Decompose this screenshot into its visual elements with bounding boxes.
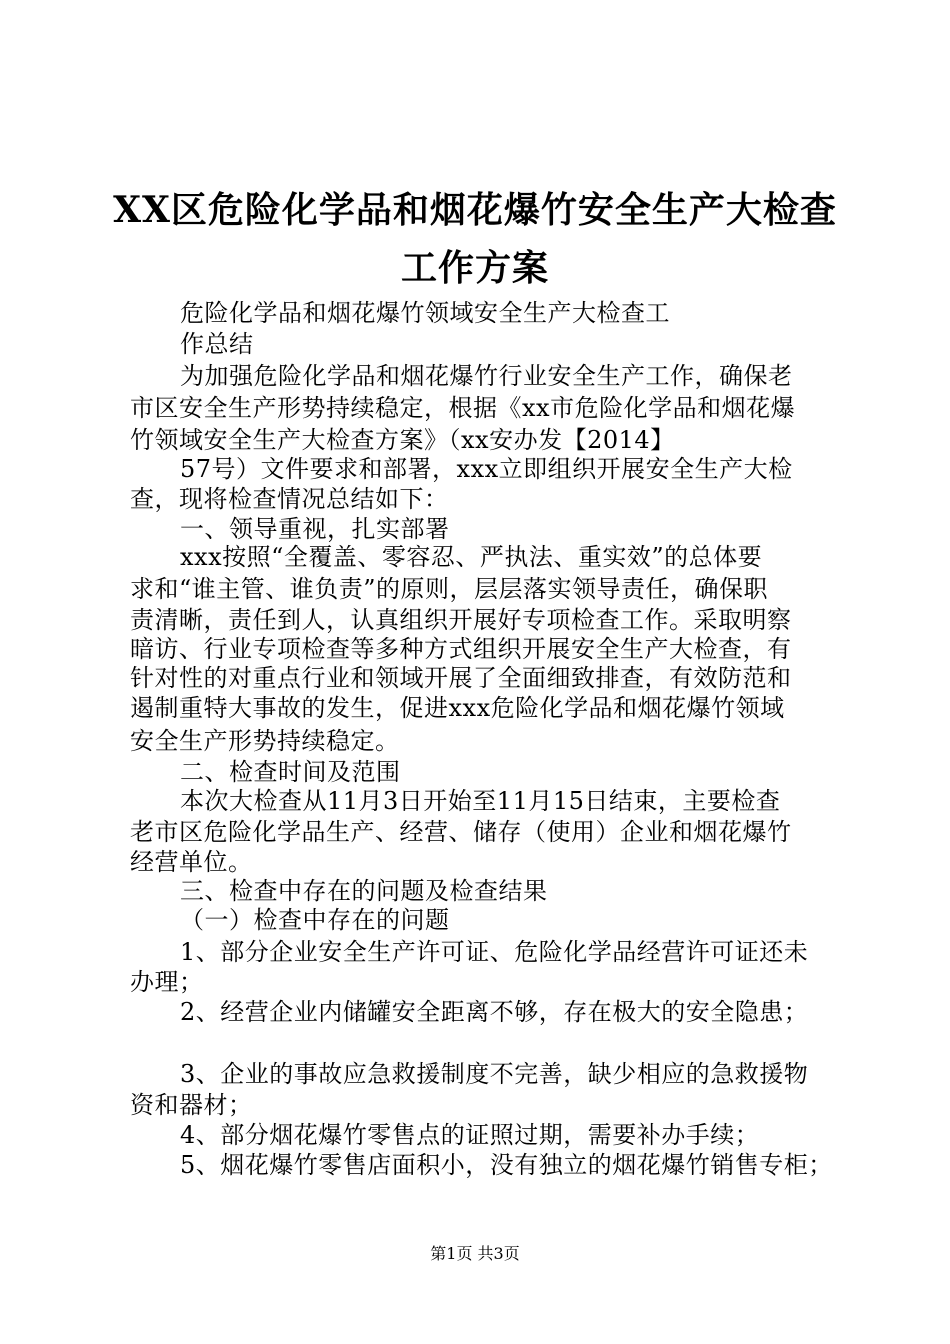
subsection-heading: （一）检查中存在的问题 <box>180 906 450 934</box>
list-item: 1、部分企业安全生产许可证、危险化学品经营许可证还未 <box>180 938 809 966</box>
body-line: 老市区危险化学品生产、经营、储存（使用）企业和烟花爆竹 <box>130 818 792 846</box>
body-line: 市区安全生产形势持续稳定，根据《xx市危险化学品和烟花爆 <box>130 394 796 422</box>
list-item: 5、烟花爆竹零售店面积小，没有独立的烟花爆竹销售专柜； <box>180 1151 833 1179</box>
page-footer: 第1页 共3页 <box>430 1244 520 1263</box>
body-line: 57号）文件要求和部署，xxx立即组织开展安全生产大检 <box>180 455 793 483</box>
body-line: 求和“谁主管、谁负责”的原则，层层落实领导责任，确保职 <box>130 575 769 603</box>
list-item: 4、部分烟花爆竹零售点的证照过期，需要补办手续； <box>180 1121 760 1149</box>
section-heading: 二、检查时间及范围 <box>180 758 401 786</box>
document-title-line-2: 工作方案 <box>400 247 549 289</box>
list-item: 2、经营企业内储罐安全距离不够，存在极大的安全隐患； <box>180 998 809 1026</box>
section-heading: 一、领导重视，扎实部署 <box>180 515 450 543</box>
body-line: 本次大检查从11月3日开始至11月15日结束，主要检查 <box>180 787 781 815</box>
document-title-line-1: XX区危险化学品和烟花爆竹安全生产大检查 <box>113 189 837 231</box>
section-heading: 三、检查中存在的问题及检查结果 <box>180 877 548 905</box>
body-line: 作总结 <box>180 330 254 358</box>
body-line: 为加强危险化学品和烟花爆竹行业安全生产工作，确保老 <box>180 362 793 390</box>
body-line: 遏制重特大事故的发生，促进xxx危险化学品和烟花爆竹领域 <box>130 694 785 722</box>
body-line: xxx按照“全覆盖、零容忍、严执法、重实效”的总体要 <box>180 543 763 571</box>
body-line: 责清晰，责任到人，认真组织开展好专项检查工作。采取明察 <box>130 606 792 634</box>
list-item: 3、企业的事故应急救援制度不完善，缺少相应的急救援物 <box>180 1060 809 1088</box>
body-line: 经营单位。 <box>130 848 253 876</box>
list-item-continuation: 资和器材； <box>130 1091 253 1119</box>
body-line: 查，现将检查情况总结如下： <box>130 485 449 513</box>
body-line: 针对性的对重点行业和领域开展了全面细致排查，有效防范和 <box>130 664 792 692</box>
body-line: 安全生产形势持续稳定。 <box>130 727 400 755</box>
list-item-continuation: 办理； <box>130 968 204 996</box>
body-line: 暗访、行业专项检查等多种方式组织开展安全生产大检查，有 <box>130 635 792 663</box>
body-line: 危险化学品和烟花爆竹领域安全生产大检查工 <box>180 299 670 327</box>
body-line: 竹领域安全生产大检查方案》（xx安办发【2014】 <box>130 426 675 454</box>
